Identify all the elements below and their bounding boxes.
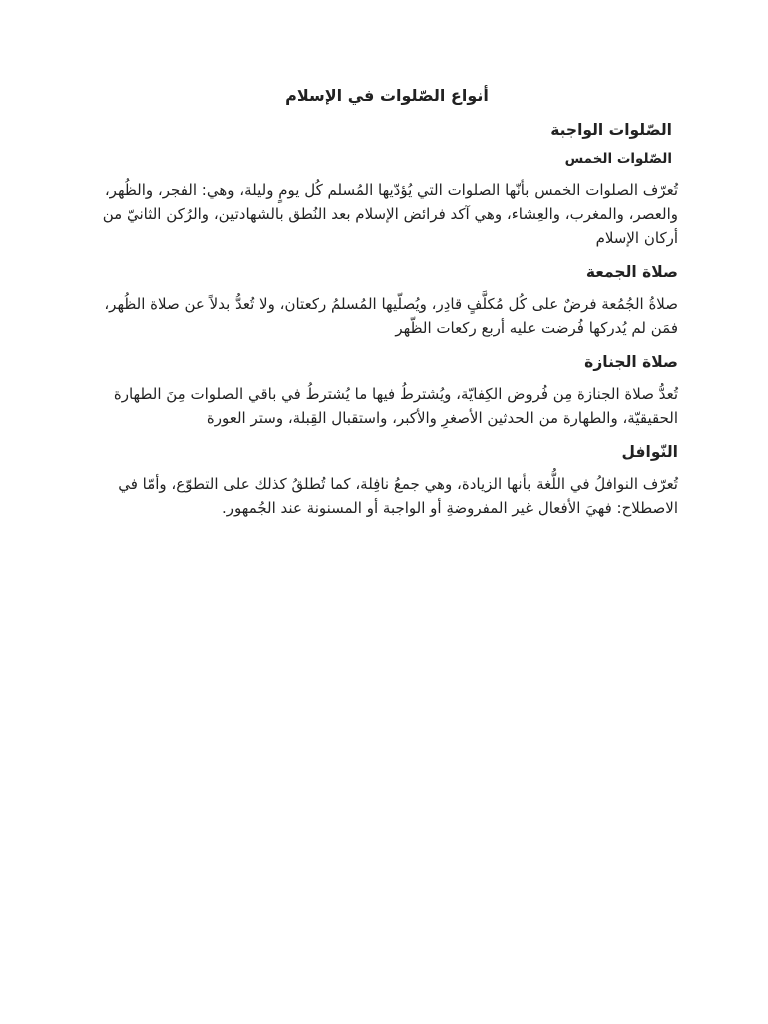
paragraph-friday-prayer: صلاةُ الجُمُعة فرضٌ على كُل مُكلَّفٍ قادِر، ويُصلّيها المُسلمُ ركعتان، ولا تُعدُّ بدلاً عن صلاة الظُهر، فمَن لم يُدركها فُرضت عليه أربع ركعات الظّهر [104, 295, 678, 337]
section-heading-voluntary-prayers: النّوافل [621, 443, 678, 461]
section-heading-obligatory-prayers: الصّلوات الواجبة [550, 121, 672, 139]
paragraph-funeral-prayer: تُعدُّ صلاة الجنازة مِن فُروض الكِفايّة، ويُشترطُ فيها ما يُشترطُ في باقي الصلوات مِنَ الطهارة الحقيقيّة، والطهارة من الحدثين الأصغرِ والأكبر، واستقبال القِبلة، وستر العورة [113, 385, 678, 427]
paragraph-voluntary-prayers: تُعرّف النوافلُ في اللُّغة بأنها الزيادة، وهي جمعُ نافِلة، كما تُطلقُ كذلك على التطوّع، وأمّا في الاصطلاح: فهيَ الأفعال غير المفروضةِ أو الواجبة أو المسنونة عند الجُمهور. [118, 475, 678, 517]
section-heading-funeral-prayer: صلاة الجنازة [584, 353, 678, 371]
document-title: أنواع الصّلوات في الإسلام [285, 86, 489, 105]
subheading-five-prayers: الصّلوات الخمس [564, 151, 672, 167]
section-heading-friday-prayer: صلاة الجمعة [585, 263, 678, 281]
document-page [96, 80, 678, 528]
paragraph-five-prayers: تُعرّف الصلوات الخمس بأنّها الصلوات التي يُؤدّيها المُسلم كُل يومٍ وليلة، وهي: الفجر، والظُهر، والعصر، والمغرب، والعِشاء، وهي آكد فرائض الإسلام بعد النُطق بالشهادتين، والرُكن الثانيّ من أركان الإسلام [102, 181, 678, 247]
